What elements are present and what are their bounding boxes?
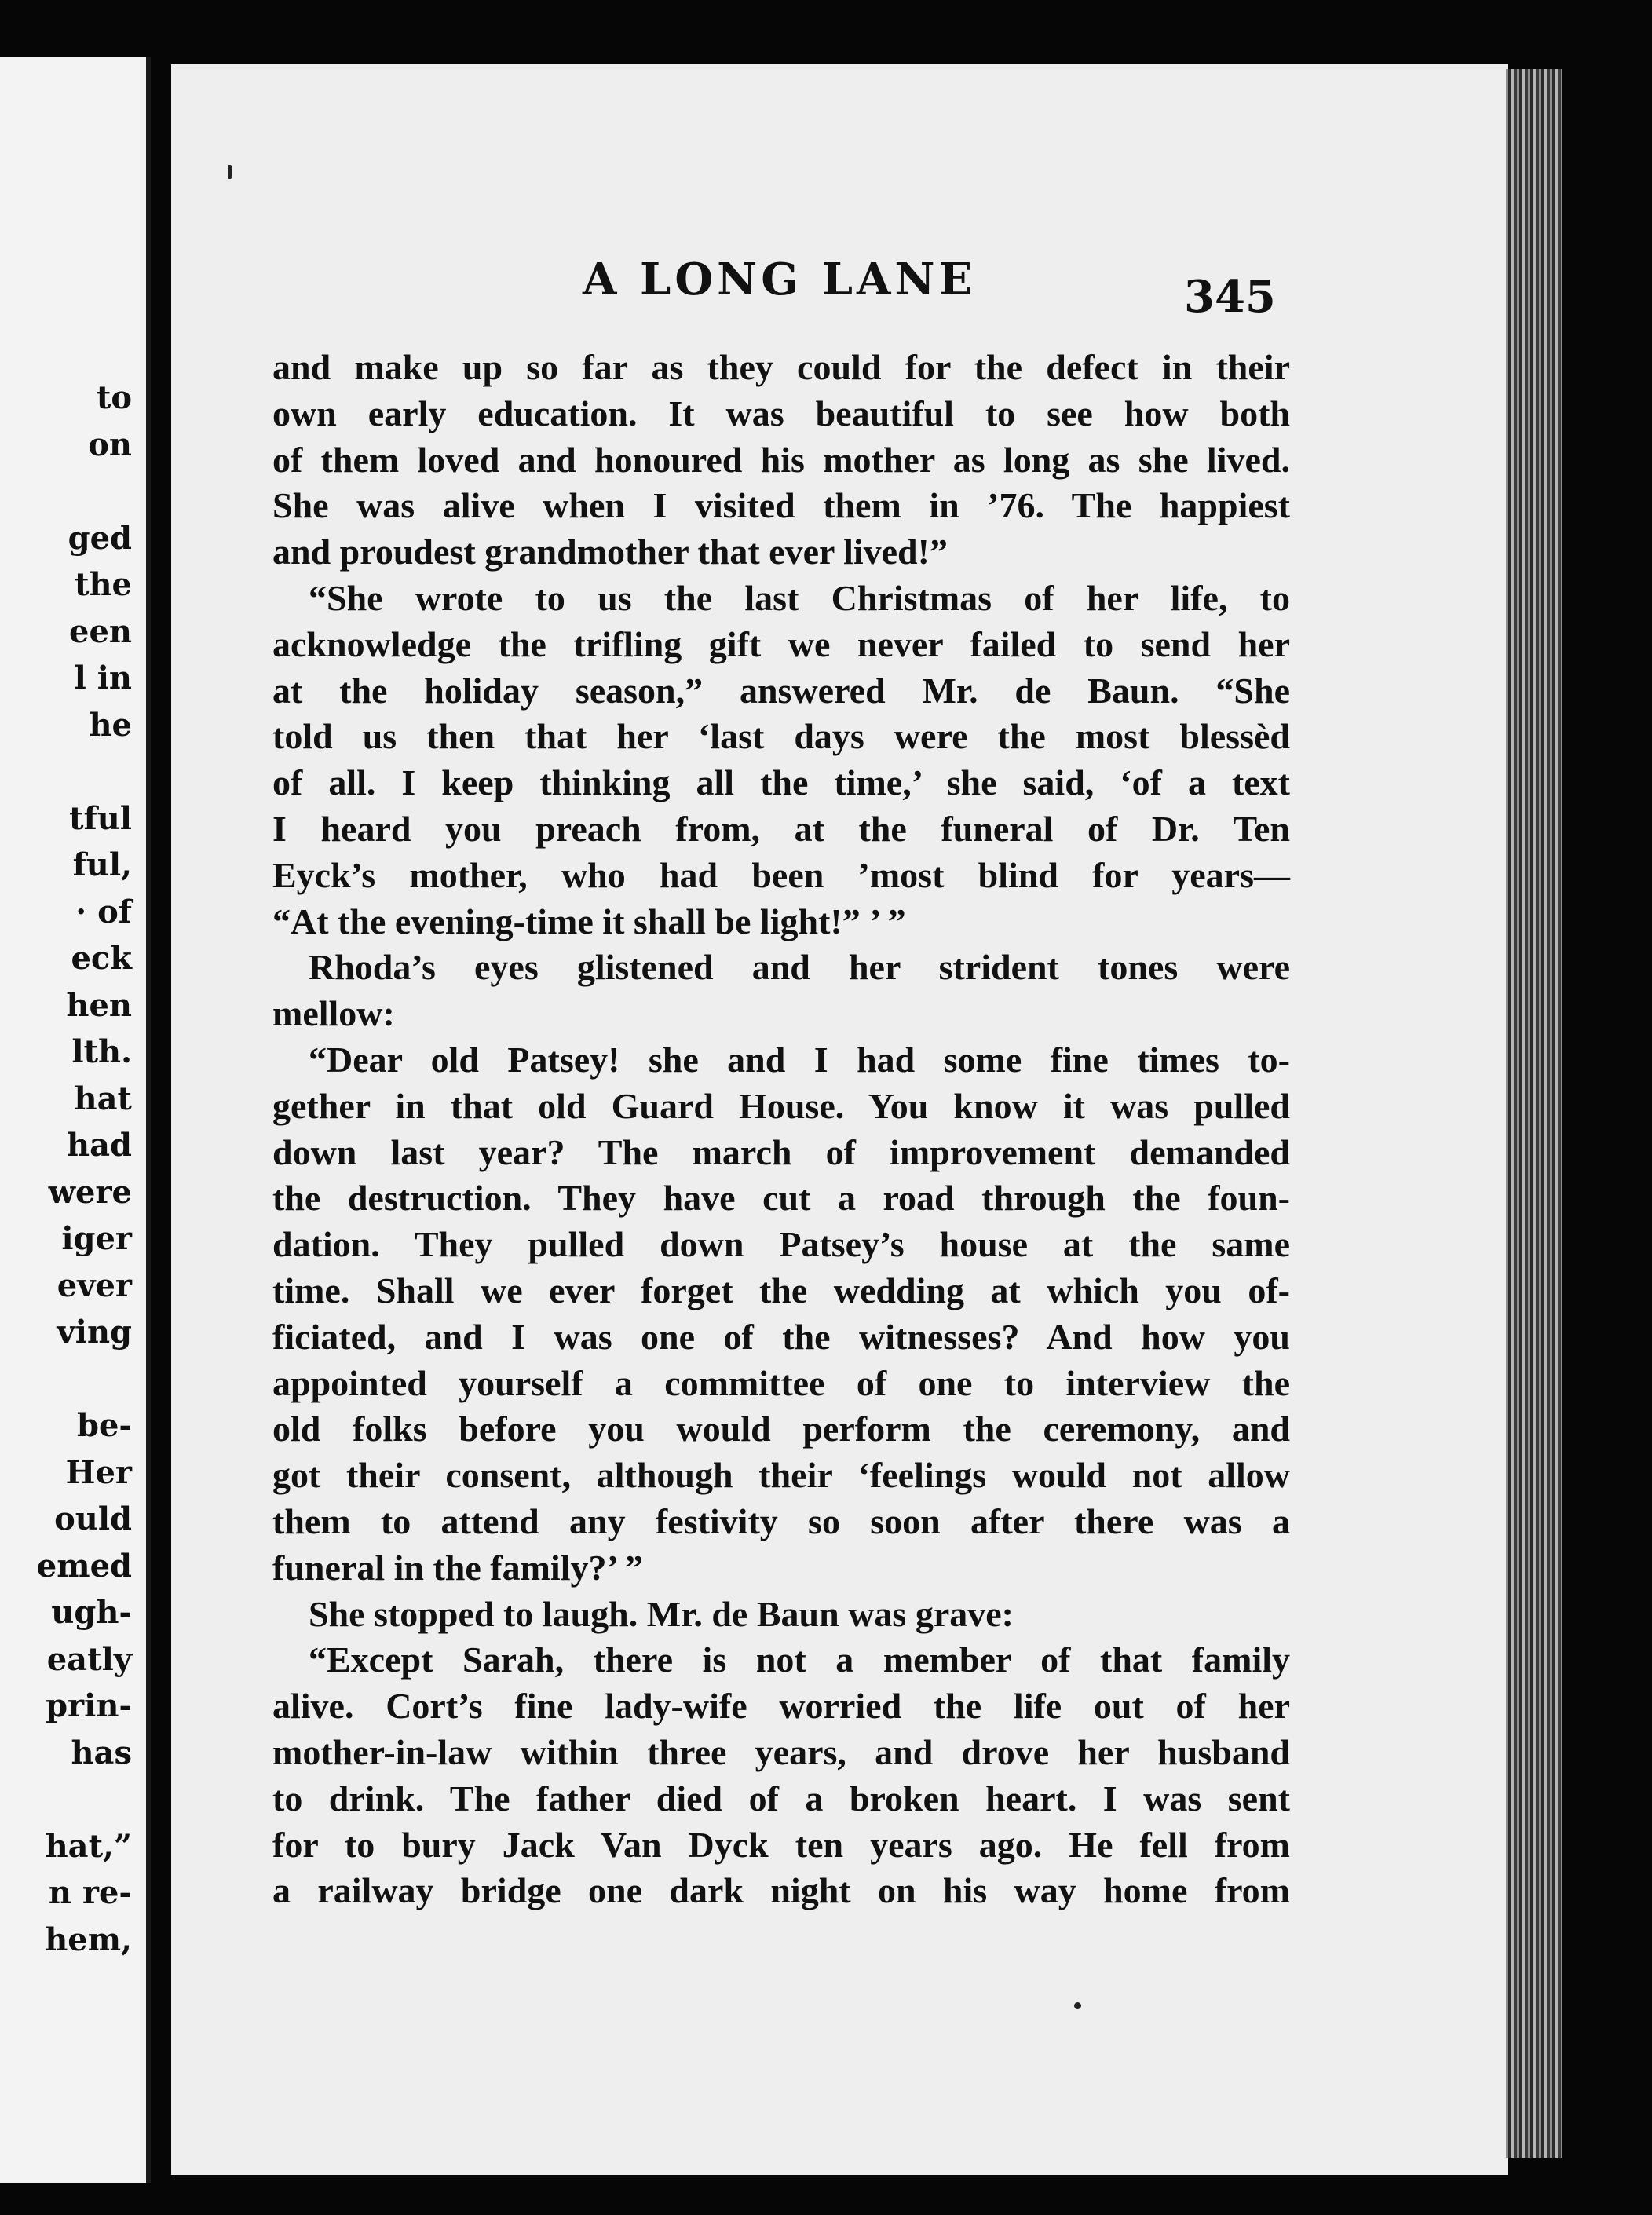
left-page-fragment: had	[67, 1127, 132, 1164]
ink-speck	[228, 165, 232, 179]
text-line: dation. They pulled down Patsey’s house at the same	[272, 1224, 1290, 1264]
text-line: own early education. It was beautiful to see how both	[272, 393, 1290, 433]
left-page-fragment: ving	[57, 1314, 132, 1351]
text-line: old folks before you would perform the ceremony, and	[272, 1409, 1290, 1449]
text-line: for to bury Jack Van Dyck ten years ago. He fell from	[272, 1825, 1290, 1865]
left-page	[0, 57, 151, 2183]
left-page-fragment: tful	[69, 800, 132, 837]
left-page-fragment: ould	[54, 1500, 132, 1537]
left-page-fragment: be-	[76, 1407, 132, 1444]
left-page-fragment: een	[69, 613, 132, 650]
text-line: acknowledge the trifling gift we never failed to send her	[272, 624, 1290, 664]
text-line: She was alive when I visited them in ’76. The happiest	[272, 485, 1290, 525]
text-line: “At the evening-time it shall be light!” ’ ”	[272, 901, 906, 941]
page-edges	[1506, 69, 1562, 2158]
left-page-fragment: l in	[74, 660, 132, 696]
text-line: time. Shall we ever forget the wedding at which you of-	[272, 1270, 1290, 1310]
text-line: at the holiday season,” answered Mr. de Baun. “She	[272, 671, 1290, 711]
text-line: I heard you preach from, at the funeral of Dr. Ten	[272, 809, 1290, 849]
text-line: and proudest grandmother that ever lived!”	[272, 532, 948, 572]
running-head: A LONG LANE	[583, 254, 977, 305]
text-line: funeral in the family?’ ”	[272, 1548, 643, 1588]
left-page-fragment: hat,”	[45, 1828, 132, 1865]
text-line: Eyck’s mother, who had been ’most blind for years—	[272, 855, 1290, 895]
left-page-fragment: lth.	[71, 1033, 132, 1070]
left-page-fragment: ever	[57, 1267, 132, 1304]
text-line: appointed yourself a committee of one to interview the	[272, 1363, 1290, 1403]
left-page-fragment: ugh-	[51, 1594, 132, 1631]
left-page-fragment: eatly	[46, 1641, 132, 1678]
text-line: mother-in-law within three years, and drove her husband	[272, 1732, 1290, 1772]
text-line: ficiated, and I was one of the witnesses? And how you	[272, 1317, 1290, 1357]
text-line: gether in that old Guard House. You know it was pulled	[272, 1086, 1290, 1126]
left-page-fragment: n re-	[48, 1874, 132, 1911]
left-page-fragment: has	[71, 1734, 132, 1771]
left-page-fragment: iger	[61, 1220, 132, 1257]
text-line: of them loved and honoured his mother as long as she lived.	[272, 440, 1290, 480]
text-line: the destruction. They have cut a road through the foun-	[272, 1178, 1290, 1218]
text-line: “Except Sarah, there is not a member of that family	[309, 1639, 1290, 1680]
text-line: “Dear old Patsey! she and I had some fine times to-	[309, 1040, 1290, 1080]
text-line: of all. I keep thinking all the time,’ she said, ‘of a text	[272, 762, 1290, 802]
text-line: a railway bridge one dark night on his way home from	[272, 1870, 1290, 1910]
text-line: down last year? The march of improvement demanded	[272, 1132, 1290, 1172]
left-page-fragment: hen	[66, 987, 132, 1024]
text-line: got their consent, although their ‘feelings would not allow	[272, 1455, 1290, 1495]
left-page-fragment: on	[88, 426, 132, 463]
text-line: She stopped to laugh. Mr. de Baun was grave:	[309, 1594, 1014, 1634]
left-page-fragment: to	[96, 379, 132, 416]
left-page-fragment: hem,	[45, 1921, 132, 1958]
text-line: “She wrote to us the last Christmas of her life, to	[309, 578, 1290, 618]
left-page-fragment: Her	[65, 1454, 132, 1491]
text-line: them to attend any festivity so soon after there was a	[272, 1501, 1290, 1541]
left-page-fragment: were	[48, 1174, 132, 1211]
left-page-fragment: eck	[71, 940, 132, 977]
text-line: to drink. The father died of a broken heart. I was sent	[272, 1778, 1290, 1818]
left-page-fragment: he	[89, 707, 132, 744]
left-page-fragment: the	[74, 566, 132, 603]
left-page-fragment: emed	[36, 1548, 132, 1584]
left-page-fragment: · of	[75, 894, 132, 930]
ink-speck	[1074, 2002, 1081, 2009]
text-line: mellow:	[272, 993, 395, 1033]
text-line: and make up so far as they could for the defect in their	[272, 347, 1290, 387]
left-page-fragment: prin-	[46, 1687, 132, 1724]
text-line: Rhoda’s eyes glistened and her strident tones were	[309, 947, 1290, 987]
left-page-fragment: ged	[68, 520, 132, 557]
text-line: alive. Cort’s fine lady-wife worried the life out of her	[272, 1686, 1290, 1726]
text-line: told us then that her ‘last days were the most blessèd	[272, 716, 1290, 756]
left-page-fragment: hat	[74, 1080, 132, 1117]
page-number: 345	[1184, 271, 1276, 323]
left-page-fragment: ful,	[72, 846, 132, 883]
